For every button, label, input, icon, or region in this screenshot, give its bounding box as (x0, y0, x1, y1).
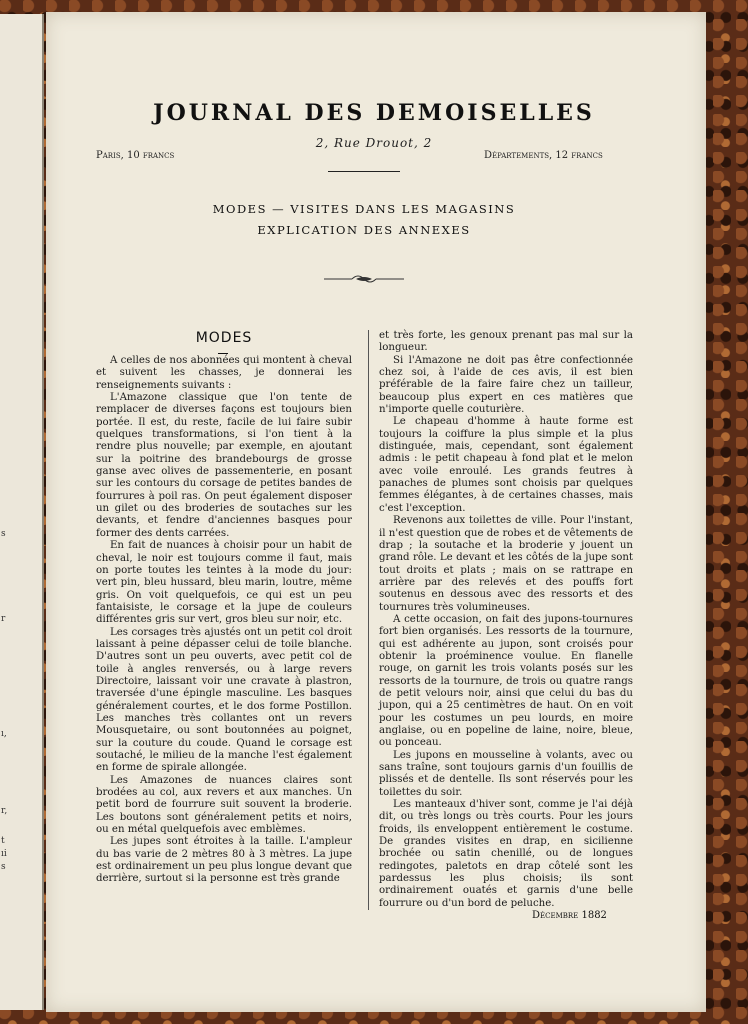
margin-fragment: t (1, 836, 5, 846)
title-rule (328, 171, 400, 172)
paragraph: Les jupons en mousseline à volants, avec ou sans traîne, sont toujours garnis d'un fouillis de plissés et de dentelle. Ils sont réservés pour les toilettes du soir. (379, 749, 633, 798)
issue-date: Décembre 1882 (532, 910, 607, 921)
article-left-column (96, 355, 352, 886)
journal-address: 2, Rue Drouot, 2 (315, 136, 433, 150)
paragraph: A celles de nos abonnées qui montent à cheval et suivent les chasses, je donnerai les renseignements suivants : (96, 355, 352, 391)
price-paris: Paris, 10 francs (96, 150, 175, 161)
paragraph: En fait de nuances à choisir pour un habit de cheval, le noir est toujours comme il faut, mais on porte toutes les teintes à la mode du jour: vert pin, bleu hussard, bleu marin, loutre, même gris. On voit quelquefois, ce qui est un peu fantaisiste, le corsage et la jupe de couleurs différentes gris sur vert, gros bleu sur noir, etc. (96, 540, 352, 626)
heading-dash (218, 353, 228, 354)
margin-fragment: s (1, 529, 6, 539)
section-title-modes: MODES — VISITES DANS LES MAGASINS (212, 202, 516, 216)
journal-title: JOURNAL DES DEMOISELLES (153, 100, 595, 126)
paragraph: Si l'Amazone ne doit pas être confectionnée chez soi, à l'aide de ces avis, il est bien préférable de la faire faire chez un tailleur, beaucoup plus expert en ces matières que n'importe quelle couturière. (379, 354, 633, 416)
paragraph: L'Amazone classique que l'on tente de remplacer de diverses façons est toujours bien portée. Il est, du reste, facile de lui faire subir quelques transformations, si l'on tient à la rendre plus nouvelle; par exemple, en ajoutant sur la poitrine des brandebourgs de grosse ganse avec olives de passementerie, en posant sur les contours du corsage de petites bandes de fourrures à poil ras. On peut également disposer un gilet ou des broderies de soutaches sur les devants, et fendre d'anciennes basques pour former des dents carrées. (96, 392, 352, 539)
margin-fragment: ı, (1, 729, 7, 739)
margin-fragment: s (1, 862, 6, 872)
paragraph: Revenons aux toilettes de ville. Pour l'instant, il n'est question que de robes et de vêtements de drap ; la soutache et la broderie y jouent un grand rôle. Le devant et les côtés de la jupe sont tout droits et plats ; mais on se rattrape en arrière par des relevés et des pouffs fort soutenus en dessous avec des ressorts et des tournures très volumineuses. (379, 515, 633, 613)
column-divider (368, 330, 369, 910)
paragraph: Le chapeau d'homme à haute forme est toujours la coiffure la plus simple et la plus distinguée, mais, cependant, sont également admis : le petit chapeau à fond plat et le melon avec voile enroulé. Les grands feutres à panaches de plumes sont choisis par quelques femmes élégantes, à de certaines chasses, mais c'est l'exception. (379, 416, 633, 514)
paragraph: Les jupes sont étroites à la taille. L'ampleur du bas varie de 2 mètres 80 à 3 mètres. La jupe est ordinairement un peu plus longue devant que derrière, surtout si la personne est très grande (96, 836, 352, 885)
paragraph: Les Amazones de nuances claires sont brodées au col, aux revers et aux manches. Un petit bord de fourrure suit souvent la broderie. Les boutons sont généralement petits et noirs, ou en métal quelquefois avec emblèmes. (96, 774, 352, 836)
margin-fragment: r, (1, 806, 8, 816)
paragraph: Les corsages très ajustés ont un petit col droit laissant à peine dépasser celui de toile blanche. D'autres sont un peu ouverts, avec petit col de toile à angles renversés, ou à large revers Directoire, laissant voir une cravate à plastron, traversée d'une épingle masculine. Les basques généralement courtes, et le dos forme Postillon. Les manches très collantes ont un revers Mousquetaire, ou sont boutonnées au poignet, sur la couture du coude. Quand le corsage est soutaché, le milieu de la manche l'est également en forme de spirale allongée. (96, 626, 352, 774)
paragraph: et très forte, les genoux prenant pas mal sur la longueur. (379, 330, 633, 354)
article-right-column (379, 330, 633, 910)
ornament-divider-icon (324, 272, 404, 286)
article-heading: MODES (195, 330, 253, 346)
paragraph: A cette occasion, on fait des jupons-tournures fort bien organisés. Les ressorts de la tournure, qui est adhérente au jupon, sont croisés pour obtenir la proéminence voulue. En flanelle rouge, on garnit les trois volants posés sur les ressorts de la tournure, de trois ou quatre rangs de petit velours noir, ainsi que celui du bas du jupon, qui a 25 centimètres de haut. On en voit pour les costumes un peu lourds, en moire anglaise, ou en popeline de laine, noire, bleue, ou ponceau. (379, 613, 633, 749)
left-page-edge (0, 14, 44, 1010)
price-departements: Départements, 12 francs (484, 150, 603, 161)
margin-fragment: ıi (1, 849, 7, 859)
paragraph: Les manteaux d'hiver sont, comme je l'ai déjà dit, ou très longs ou très courts. Pour les jours froids, ils enveloppent entièrement le costume. De grandes visites en drap, en sicilienne brochée ou satin chenillé, ou de longues redingotes, paletots en drap côtelé sont les pardessus les plus choisis; ils sont ordinairement ouatés et garnis d'une belle fourrure ou d'un bord de peluche. (379, 799, 633, 909)
margin-fragment: r (1, 614, 6, 624)
section-title-annexes: EXPLICATION DES ANNEXES (257, 223, 471, 237)
